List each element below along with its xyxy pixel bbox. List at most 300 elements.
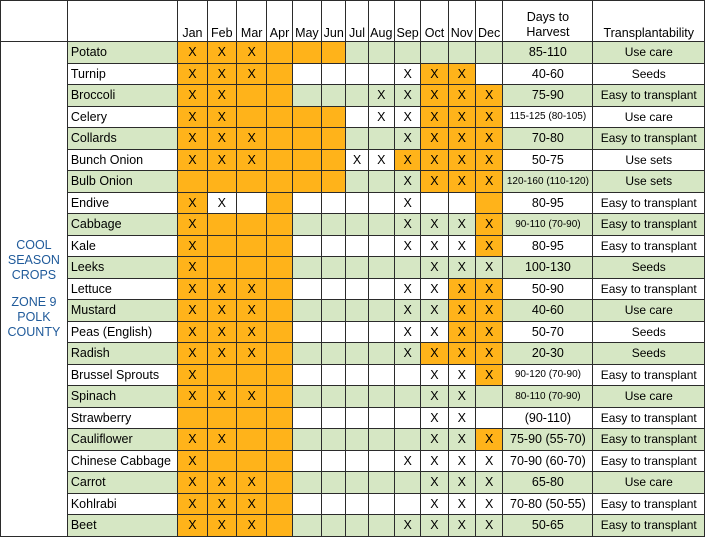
month-cell-sep [394,257,420,279]
transplantability: Seeds [593,257,705,279]
month-cell-jul [346,63,368,85]
month-cell-jan: X [178,493,207,515]
crop-name: Potato [67,42,177,64]
month-cell-apr [267,429,292,451]
month-cell-sep [394,407,420,429]
month-cell-mar [237,364,267,386]
days-to-harvest: 80-95 [503,235,593,257]
transplantability: Easy to transplant [593,85,705,107]
month-cell-aug: X [368,106,394,128]
table-row [1,343,705,365]
month-cell-sep [394,429,420,451]
month-cell-aug [368,278,394,300]
month-cell-jun [322,450,346,472]
month-cell-aug [368,343,394,365]
month-cell-jan: X [178,450,207,472]
month-cell-jul [346,42,368,64]
crop-name: Collards [67,128,177,150]
month-cell-nov: X [448,128,475,150]
month-cell-feb: X [207,106,236,128]
month-cell-aug [368,386,394,408]
month-cell-jun [322,321,346,343]
month-cell-feb [207,235,236,257]
month-cell-may [292,343,321,365]
month-cell-apr [267,128,292,150]
month-cell-feb [207,214,236,236]
table-row [1,321,705,343]
month-cell-oct: X [421,300,448,322]
transplantability: Seeds [593,321,705,343]
month-cell-apr [267,106,292,128]
month-cell-may [292,192,321,214]
month-cell-mar: X [237,63,267,85]
month-cell-nov: X [448,214,475,236]
month-cell-mar: X [237,343,267,365]
month-cell-sep: X [394,235,420,257]
crop-name: Radish [67,343,177,365]
month-cell-nov [448,42,475,64]
month-cell-oct: X [421,235,448,257]
month-cell-nov: X [448,321,475,343]
table-row [1,85,705,107]
month-cell-dec: X [475,85,502,107]
month-cell-sep: X [394,128,420,150]
month-cell-jul [346,85,368,107]
month-cell-aug [368,321,394,343]
crop-name: Celery [67,106,177,128]
month-cell-dec [475,407,502,429]
crop-name: Beet [67,515,177,537]
month-cell-feb: X [207,149,236,171]
month-cell-oct: X [421,407,448,429]
side-line-6: COUNTY [7,324,61,339]
month-cell-may [292,450,321,472]
month-cell-jan: X [178,300,207,322]
month-cell-oct: X [421,343,448,365]
month-cell-jan: X [178,106,207,128]
month-cell-dec: X [475,364,502,386]
month-cell-may [292,42,321,64]
month-cell-jan: X [178,128,207,150]
month-cell-mar: X [237,278,267,300]
month-cell-aug [368,450,394,472]
transplantability: Seeds [593,63,705,85]
month-cell-aug [368,472,394,494]
days-to-harvest: 20-30 [503,343,593,365]
table-row [1,450,705,472]
crop-name: Endive [67,192,177,214]
month-cell-oct: X [421,149,448,171]
month-header-sep: Sep [394,1,420,42]
month-cell-dec: X [475,128,502,150]
days-to-harvest: 115-125 (80-105) [503,106,593,128]
month-cell-apr [267,493,292,515]
transplantability: Use care [593,42,705,64]
days-to-harvest: 75-90 (55-70) [503,429,593,451]
month-cell-dec: X [475,214,502,236]
transplantability: Seeds [593,343,705,365]
month-cell-apr [267,472,292,494]
days-header-line2: Harvest [526,25,570,39]
transplantability: Easy to transplant [593,278,705,300]
month-cell-jul: X [346,149,368,171]
month-cell-apr [267,63,292,85]
month-cell-jun [322,472,346,494]
transplantability: Use care [593,386,705,408]
month-cell-mar [237,257,267,279]
month-cell-jan: X [178,515,207,537]
month-header-apr: Apr [267,1,292,42]
month-cell-may [292,63,321,85]
month-cell-dec: X [475,278,502,300]
month-cell-nov: X [448,300,475,322]
transplantability: Easy to transplant [593,450,705,472]
month-cell-aug [368,235,394,257]
month-cell-oct: X [421,128,448,150]
month-cell-mar [237,214,267,236]
table-row [1,63,705,85]
days-to-harvest: 80-95 [503,192,593,214]
month-cell-nov: X [448,63,475,85]
days-to-harvest: 40-60 [503,300,593,322]
month-cell-jul [346,106,368,128]
days-to-harvest: 50-65 [503,515,593,537]
month-cell-apr [267,214,292,236]
month-cell-jan: X [178,149,207,171]
month-cell-sep: X [394,214,420,236]
month-cell-jan: X [178,429,207,451]
month-cell-dec: X [475,171,502,193]
month-cell-jan: X [178,386,207,408]
month-cell-oct: X [421,429,448,451]
month-cell-oct: X [421,106,448,128]
days-to-harvest: 75-90 [503,85,593,107]
month-cell-nov: X [448,278,475,300]
month-cell-jan: X [178,214,207,236]
days-to-harvest: 120-160 (110-120) [503,171,593,193]
month-cell-nov: X [448,343,475,365]
month-cell-dec: X [475,450,502,472]
month-cell-aug [368,493,394,515]
month-cell-jul [346,300,368,322]
month-cell-jul [346,407,368,429]
month-cell-feb: X [207,300,236,322]
month-cell-jul [346,429,368,451]
month-cell-sep: X [394,450,420,472]
month-cell-mar: X [237,149,267,171]
month-cell-oct: X [421,493,448,515]
month-cell-jul [346,171,368,193]
month-cell-jan [178,407,207,429]
table-row [1,364,705,386]
month-header-jun: Jun [322,1,346,42]
month-cell-feb: X [207,386,236,408]
month-cell-may [292,106,321,128]
month-cell-jun [322,63,346,85]
month-cell-aug [368,192,394,214]
month-cell-mar [237,106,267,128]
month-cell-jul [346,364,368,386]
month-cell-jul [346,386,368,408]
table-row [1,235,705,257]
month-cell-aug [368,63,394,85]
month-cell-nov: X [448,257,475,279]
month-cell-apr [267,42,292,64]
season-zone-label [1,42,68,537]
month-cell-oct: X [421,63,448,85]
table-row [1,128,705,150]
month-header-feb: Feb [207,1,236,42]
month-cell-dec: X [475,472,502,494]
month-cell-dec: X [475,493,502,515]
month-cell-jul [346,450,368,472]
month-cell-dec: X [475,149,502,171]
month-cell-mar: X [237,493,267,515]
month-header-jul: Jul [346,1,368,42]
table-row [1,42,705,64]
month-cell-aug [368,42,394,64]
days-to-harvest: 50-90 [503,278,593,300]
month-cell-sep [394,386,420,408]
month-cell-aug [368,171,394,193]
month-cell-jun [322,42,346,64]
month-cell-sep [394,364,420,386]
month-cell-feb [207,450,236,472]
days-to-harvest: 70-80 (50-55) [503,493,593,515]
month-cell-apr [267,300,292,322]
month-cell-jan: X [178,235,207,257]
month-cell-sep: X [394,515,420,537]
days-to-harvest: 40-60 [503,63,593,85]
days-to-harvest: 65-80 [503,472,593,494]
month-cell-apr [267,364,292,386]
transplantability: Easy to transplant [593,515,705,537]
transplantability: Easy to transplant [593,364,705,386]
month-cell-apr [267,257,292,279]
crop-name: Turnip [67,63,177,85]
month-cell-nov: X [448,407,475,429]
month-cell-oct: X [421,214,448,236]
month-cell-mar [237,192,267,214]
table-row [1,214,705,236]
month-cell-dec: X [475,343,502,365]
month-cell-jun [322,257,346,279]
side-line-3: CROPS [11,267,57,282]
crop-name: Carrot [67,472,177,494]
month-cell-feb: X [207,321,236,343]
month-cell-jun [322,171,346,193]
month-cell-mar [237,450,267,472]
transplantability: Easy to transplant [593,128,705,150]
month-header-oct: Oct [421,1,448,42]
month-cell-oct: X [421,450,448,472]
month-cell-jan: X [178,364,207,386]
table-row [1,493,705,515]
month-cell-mar: X [237,300,267,322]
month-cell-sep: X [394,321,420,343]
month-cell-jul [346,235,368,257]
month-cell-jan: X [178,63,207,85]
transplantability: Use care [593,106,705,128]
month-cell-nov: X [448,85,475,107]
month-cell-jan: X [178,278,207,300]
month-cell-nov: X [448,235,475,257]
table-row [1,106,705,128]
crop-name: Leeks [67,257,177,279]
month-cell-dec: X [475,257,502,279]
month-header-aug: Aug [368,1,394,42]
month-cell-oct: X [421,278,448,300]
days-to-harvest: 90-120 (70-90) [503,364,593,386]
month-cell-jun [322,128,346,150]
crop-name: Spinach [67,386,177,408]
side-line-5: POLK [17,309,51,324]
month-cell-sep [394,493,420,515]
month-cell-jun [322,407,346,429]
month-cell-sep [394,42,420,64]
days-to-harvest: (90-110) [503,407,593,429]
month-cell-jan: X [178,343,207,365]
month-cell-feb: X [207,493,236,515]
month-cell-mar [237,235,267,257]
month-cell-feb: X [207,343,236,365]
days-to-harvest: 90-110 (70-90) [503,214,593,236]
crop-name: Strawberry [67,407,177,429]
month-cell-jul [346,278,368,300]
month-cell-nov: X [448,106,475,128]
table-row [1,407,705,429]
month-cell-jun [322,364,346,386]
table-row [1,171,705,193]
days-to-harvest: 100-130 [503,257,593,279]
side-line-1: COOL [16,237,52,252]
crop-name: Kohlrabi [67,493,177,515]
month-cell-dec: X [475,429,502,451]
month-cell-may [292,472,321,494]
month-cell-jan: X [178,472,207,494]
month-cell-mar [237,407,267,429]
month-cell-aug [368,214,394,236]
transplantability: Easy to transplant [593,407,705,429]
days-to-harvest: 50-75 [503,149,593,171]
month-cell-jun [322,214,346,236]
month-cell-feb: X [207,128,236,150]
days-to-harvest: 80-110 (70-90) [503,386,593,408]
month-cell-aug: X [368,149,394,171]
month-cell-apr [267,407,292,429]
month-cell-sep: X [394,278,420,300]
month-cell-jun [322,235,346,257]
month-cell-apr [267,343,292,365]
month-cell-feb: X [207,42,236,64]
month-cell-jul [346,214,368,236]
month-cell-jun [322,343,346,365]
month-cell-jul [346,493,368,515]
month-cell-jun [322,106,346,128]
month-cell-feb: X [207,85,236,107]
corner-cell-blank [1,1,68,42]
side-line-2: SEASON [7,252,60,267]
month-cell-jul [346,321,368,343]
month-cell-apr [267,85,292,107]
month-cell-jun [322,85,346,107]
month-cell-jul [346,128,368,150]
month-header-nov: Nov [448,1,475,42]
month-cell-oct: X [421,386,448,408]
month-cell-sep: X [394,106,420,128]
month-cell-oct: X [421,257,448,279]
transplantability: Easy to transplant [593,429,705,451]
month-cell-nov: X [448,171,475,193]
month-cell-dec [475,192,502,214]
month-cell-apr [267,450,292,472]
month-cell-jul [346,343,368,365]
month-cell-mar: X [237,321,267,343]
month-cell-dec: X [475,300,502,322]
month-cell-aug: X [368,85,394,107]
crop-name: Mustard [67,300,177,322]
crop-name: Bulb Onion [67,171,177,193]
month-cell-sep: X [394,171,420,193]
month-cell-mar: X [237,515,267,537]
month-cell-aug [368,429,394,451]
month-cell-jan: X [178,257,207,279]
transplantability: Easy to transplant [593,214,705,236]
month-cell-aug [368,128,394,150]
month-cell-dec [475,63,502,85]
month-cell-nov: X [448,450,475,472]
month-cell-may [292,214,321,236]
days-to-harvest: 70-90 (60-70) [503,450,593,472]
month-cell-apr [267,192,292,214]
month-cell-sep: X [394,85,420,107]
month-cell-sep: X [394,149,420,171]
crop-name: Cauliflower [67,429,177,451]
month-header-dec: Dec [475,1,502,42]
table-row [1,300,705,322]
table-row [1,386,705,408]
month-cell-jun [322,149,346,171]
month-cell-jul [346,257,368,279]
month-cell-nov: X [448,515,475,537]
month-cell-may [292,321,321,343]
month-cell-may [292,493,321,515]
table-row [1,149,705,171]
month-cell-dec [475,386,502,408]
month-cell-jan: X [178,192,207,214]
month-cell-mar [237,429,267,451]
month-cell-feb [207,171,236,193]
month-cell-oct [421,42,448,64]
transplantability: Easy to transplant [593,235,705,257]
month-cell-jun [322,192,346,214]
month-cell-may [292,128,321,150]
month-cell-sep: X [394,63,420,85]
month-cell-feb: X [207,192,236,214]
month-cell-sep: X [394,343,420,365]
table-row [1,192,705,214]
month-cell-feb [207,364,236,386]
table-row [1,257,705,279]
month-cell-may [292,85,321,107]
month-cell-nov: X [448,364,475,386]
transplantability: Easy to transplant [593,192,705,214]
month-cell-jul [346,192,368,214]
month-cell-may [292,429,321,451]
days-to-harvest-header [503,1,593,42]
crop-header-blank [67,1,177,42]
month-cell-jun [322,300,346,322]
